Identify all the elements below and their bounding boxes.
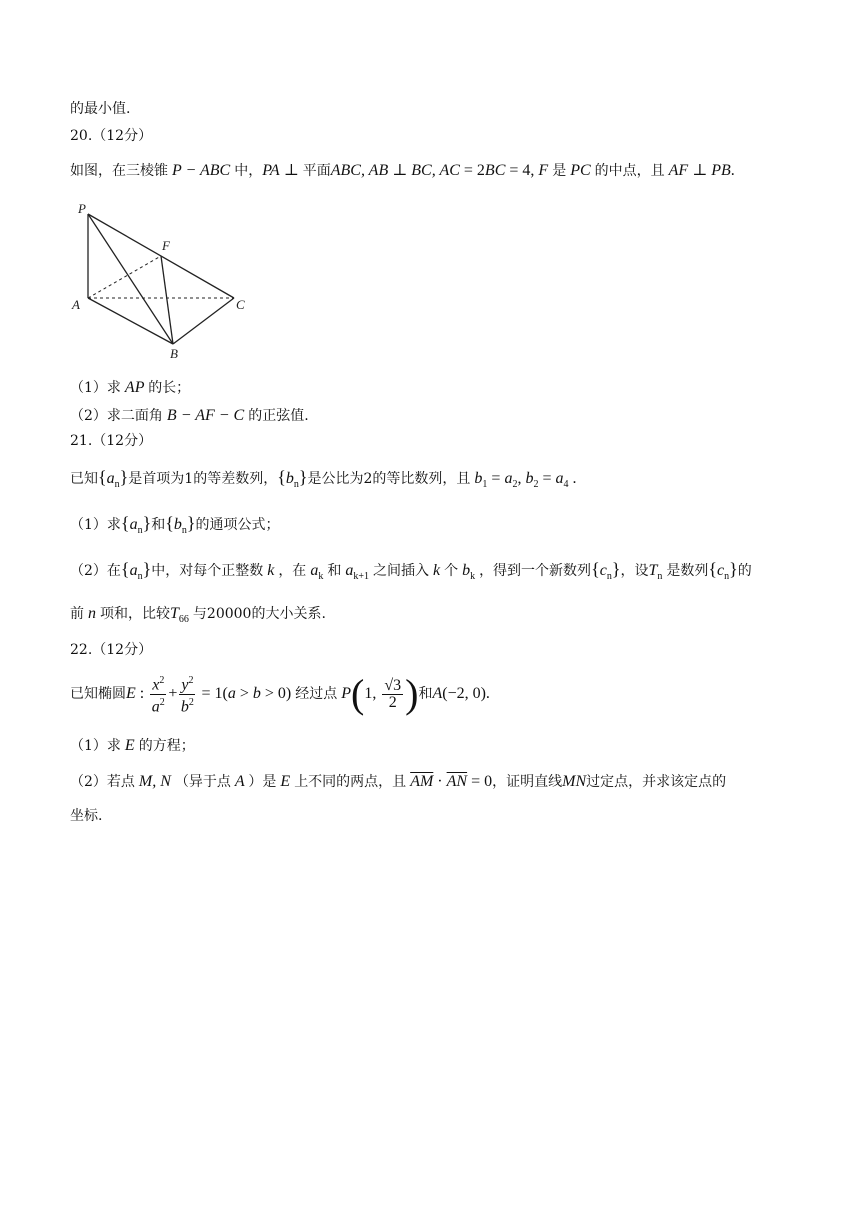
- q21-part2: （2）在$\{a_n\}$中，对每个正整数 k ，在 $a_k$ 和 $a_{k+1}$ 之间插入 k 个 $b_k$ ，得到一个新数列$\{c_n\}$，设$T_n$ 是数列$\{c_n\}$的: [70, 559, 752, 583]
- q19-tail: 的最小值.: [70, 101, 131, 117]
- q22-part2-cont: 坐标.: [70, 808, 103, 824]
- figure-hidden-edges: [88, 256, 234, 298]
- q21-header: 21.（12分）: [70, 433, 153, 449]
- tetrahedron-figure: [68, 200, 258, 365]
- q21-stem: 已知$\{a_n\}$是首项为1的等差数列，$\{b_n\}$是公比为2的等比数列，且 $b_1 = a_2$, $b_2 = a_4$ .: [70, 467, 577, 491]
- q20-header: 20.（12分）: [70, 128, 153, 144]
- edge-BC: [173, 298, 234, 344]
- q21-part1: （1）求$\{a_n\}$和$\{b_n\}$的通项公式；: [70, 513, 280, 537]
- q20-part2: （2）求二面角 B − AF − C 的正弦值.: [70, 407, 309, 424]
- edge-BF: [161, 256, 173, 344]
- label-F: F: [162, 238, 170, 253]
- edge-AB: [88, 298, 173, 344]
- q22-header: 22.（12分）: [70, 642, 153, 658]
- q21-part2-cont: 前 n 项和，比较$T_{66}$ 与20000的大小关系.: [70, 605, 326, 626]
- q22-stem: 已知椭圆E : $\frac{x^2}{a^2}$ + $\frac{y^2}{b^2}$ = 1(a > b > 0) 经过点 P(1, $\frac{√3}{2}$ )和A(−2, 0).: [70, 671, 490, 716]
- frac-y2-b2: $\frac{y^2}{b^2}$: [180, 675, 194, 715]
- label-A: A: [72, 297, 80, 312]
- frac-x2-a2: $\frac{x^2}{a^2}$: [151, 675, 165, 715]
- q22-part1: （1）求 E 的方程；: [70, 737, 195, 754]
- label-P: P: [78, 201, 86, 216]
- label-B: B: [170, 346, 178, 361]
- edge-PB: [88, 214, 173, 344]
- figure-edges: [88, 214, 234, 344]
- q20-stem: 如图，在三棱锥 P − ABC 中，PA ⊥ 平面ABC, AB ⊥ BC, AC = 2BC = 4, F 是 PC 的中点，且 AF ⊥ PB.: [70, 162, 735, 179]
- math-tetrahedron: P − ABC: [168, 162, 235, 179]
- label-C: C: [236, 297, 245, 312]
- q20-part1: （1）求 AP 的长；: [70, 379, 191, 396]
- q22-part2: （2）若点 M, N （异于点 A ）是 E 上不同的两点，且 $\overline{AM} \cdot \overline{AN} = 0$，证明直线MN过定点，并求该定点的: [70, 773, 727, 790]
- frac-sqrt3-2: $\frac{√3}{2}$: [384, 676, 402, 711]
- edge-AF-hidden: [88, 256, 161, 298]
